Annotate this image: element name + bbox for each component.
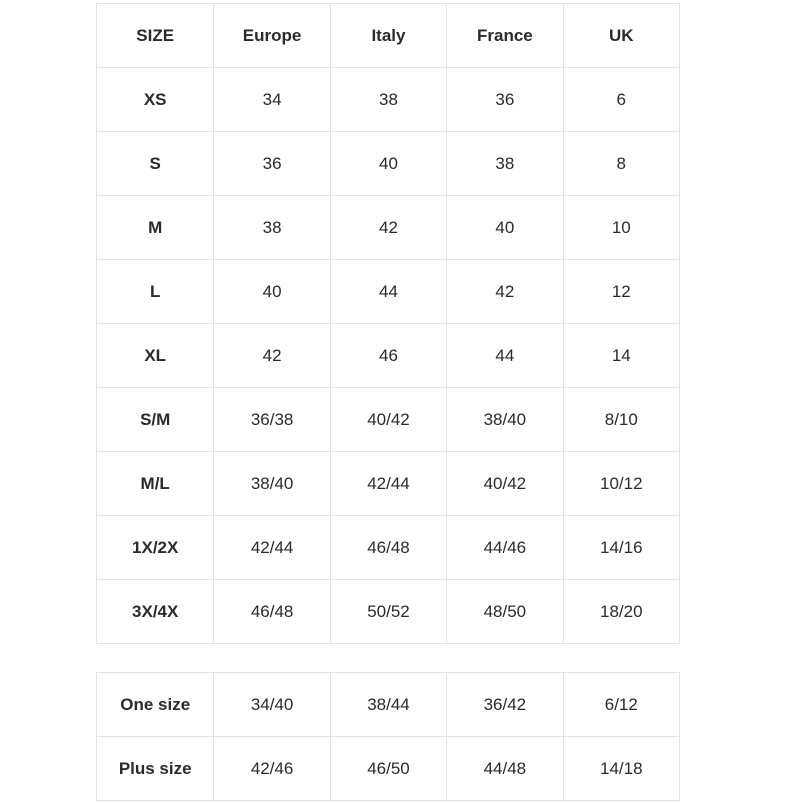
table-cell: 40/42 xyxy=(330,388,446,452)
table-cell: 42 xyxy=(447,260,563,324)
table-cell: 50/52 xyxy=(330,580,446,644)
table-cell: 40 xyxy=(214,260,330,324)
table-cell: 34 xyxy=(214,68,330,132)
table-cell: 42 xyxy=(214,324,330,388)
row-label: One size xyxy=(97,673,214,737)
table-cell: 8/10 xyxy=(563,388,679,452)
table-cell: 40 xyxy=(447,196,563,260)
table-row xyxy=(97,68,680,132)
row-label: M xyxy=(97,196,214,260)
table-cell: 40 xyxy=(330,132,446,196)
table-cell: 38 xyxy=(447,132,563,196)
table-header-row xyxy=(97,4,680,68)
table-row xyxy=(97,737,680,801)
row-label: S/M xyxy=(97,388,214,452)
table-cell: 42/44 xyxy=(214,516,330,580)
row-label: S xyxy=(97,132,214,196)
table-cell: 8 xyxy=(563,132,679,196)
row-label: XL xyxy=(97,324,214,388)
table-cell: 6 xyxy=(563,68,679,132)
table-cell: 38/40 xyxy=(214,452,330,516)
table-cell: 38/44 xyxy=(330,673,446,737)
column-header: France xyxy=(447,4,563,68)
table-row xyxy=(97,196,680,260)
table-cell: 10 xyxy=(563,196,679,260)
column-header: SIZE xyxy=(97,4,214,68)
table-cell: 44/48 xyxy=(447,737,563,801)
size-chart-page xyxy=(0,3,800,803)
column-header: Italy xyxy=(330,4,446,68)
table-cell: 36 xyxy=(447,68,563,132)
row-label: Plus size xyxy=(97,737,214,801)
row-label: 1X/2X xyxy=(97,516,214,580)
table-cell: 46 xyxy=(330,324,446,388)
table-cell: 42/44 xyxy=(330,452,446,516)
table-cell: 12 xyxy=(563,260,679,324)
column-header: UK xyxy=(563,4,679,68)
table-cell: 34/40 xyxy=(214,673,330,737)
table-cell: 44/46 xyxy=(447,516,563,580)
table-cell: 14/16 xyxy=(563,516,679,580)
row-label: XS xyxy=(97,68,214,132)
table-cell: 14 xyxy=(563,324,679,388)
table-cell: 38 xyxy=(214,196,330,260)
table-row xyxy=(97,673,680,737)
row-label: M/L xyxy=(97,452,214,516)
table-cell: 40/42 xyxy=(447,452,563,516)
table-row xyxy=(97,516,680,580)
table-row xyxy=(97,580,680,644)
table-row xyxy=(97,260,680,324)
table-cell: 42 xyxy=(330,196,446,260)
table-cell: 42/46 xyxy=(214,737,330,801)
table-cell: 38 xyxy=(330,68,446,132)
table-cell: 36/42 xyxy=(447,673,563,737)
row-label: 3X/4X xyxy=(97,580,214,644)
column-header: Europe xyxy=(214,4,330,68)
table-cell: 44 xyxy=(447,324,563,388)
one-size-table xyxy=(96,672,680,801)
table-cell: 36/38 xyxy=(214,388,330,452)
table-cell: 36 xyxy=(214,132,330,196)
table-cell: 46/48 xyxy=(214,580,330,644)
table-cell: 46/48 xyxy=(330,516,446,580)
table-cell: 10/12 xyxy=(563,452,679,516)
table-row xyxy=(97,452,680,516)
table-cell: 18/20 xyxy=(563,580,679,644)
table-row xyxy=(97,324,680,388)
table-row xyxy=(97,388,680,452)
row-label: L xyxy=(97,260,214,324)
table-cell: 38/40 xyxy=(447,388,563,452)
table-row xyxy=(97,132,680,196)
table-cell: 14/18 xyxy=(563,737,679,801)
size-conversion-table xyxy=(96,3,680,644)
table-cell: 46/50 xyxy=(330,737,446,801)
table-cell: 44 xyxy=(330,260,446,324)
table-cell: 48/50 xyxy=(447,580,563,644)
table-cell: 6/12 xyxy=(563,673,679,737)
